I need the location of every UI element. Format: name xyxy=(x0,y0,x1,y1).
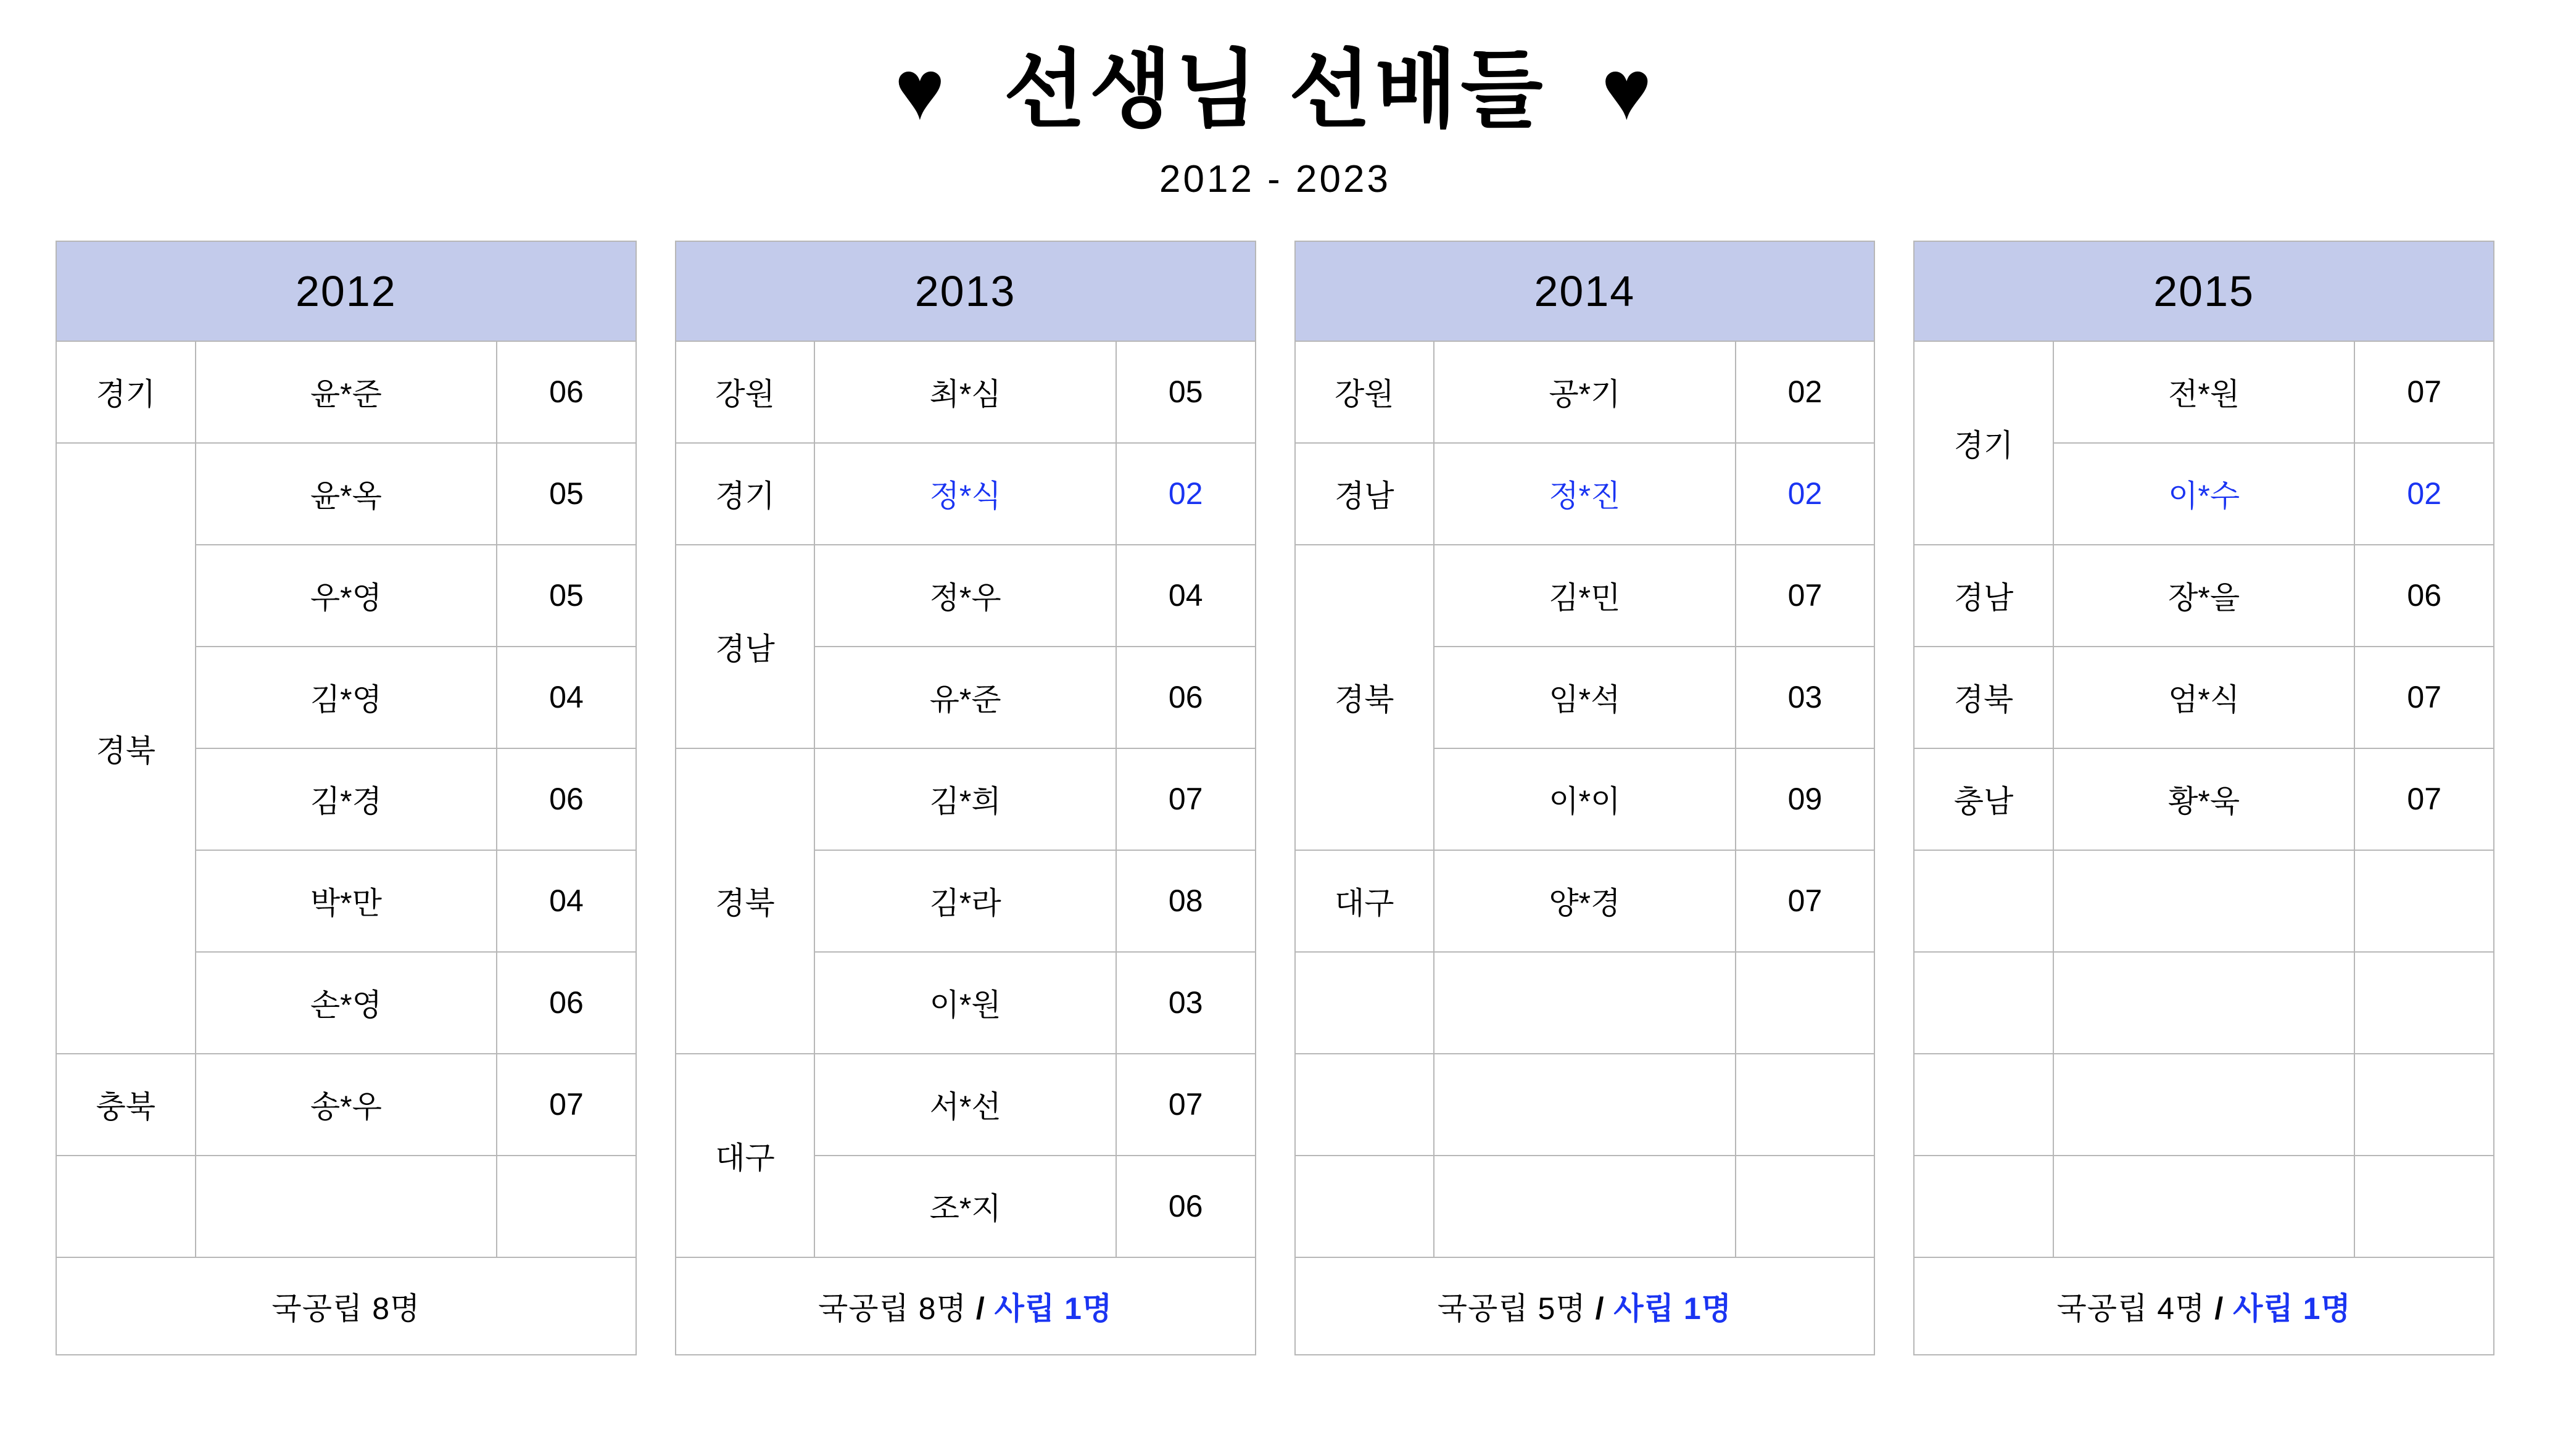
number-cell: 03 xyxy=(1116,952,1256,1054)
region-cell: 충남 xyxy=(1914,748,2053,850)
table-row xyxy=(1295,850,1875,952)
name-cell xyxy=(1434,1156,1736,1257)
number-cell: 04 xyxy=(497,647,636,748)
name-cell: 손*영 xyxy=(196,952,497,1054)
table-row xyxy=(56,341,636,443)
table-footer-row xyxy=(1914,1257,2494,1355)
name-cell: 송*우 xyxy=(196,1054,497,1156)
name-cell: 김*라 xyxy=(814,850,1116,952)
table-row xyxy=(676,1054,1256,1156)
number-cell: 07 xyxy=(497,1054,636,1156)
region-cell: 충북 xyxy=(56,1054,196,1156)
region-cell: 경북 xyxy=(56,443,196,1054)
name-cell: 김*영 xyxy=(196,647,497,748)
summary-separator: / xyxy=(2214,1291,2224,1326)
name-cell xyxy=(2053,952,2355,1054)
number-cell: 05 xyxy=(497,545,636,647)
number-cell xyxy=(497,1156,636,1257)
table-row xyxy=(56,1156,636,1257)
table-footer-row xyxy=(56,1257,636,1355)
name-cell: 전*원 xyxy=(2053,341,2355,443)
number-cell xyxy=(2354,1156,2494,1257)
table-row xyxy=(1914,1054,2494,1156)
name-cell: 윤*옥 xyxy=(196,443,497,545)
page-subtitle: 2012 - 2023 xyxy=(1159,157,1391,201)
region-cell xyxy=(1914,952,2053,1054)
table-row xyxy=(1914,341,2494,443)
name-cell xyxy=(2053,1054,2355,1156)
region-cell xyxy=(1914,1054,2053,1156)
region-cell xyxy=(1914,850,2053,952)
region-cell xyxy=(56,1156,196,1257)
region-cell: 경남 xyxy=(1914,545,2053,647)
name-cell xyxy=(1434,952,1736,1054)
region-cell: 경기 xyxy=(676,443,815,545)
number-cell: 04 xyxy=(1116,545,1256,647)
number-cell: 05 xyxy=(1116,341,1256,443)
name-cell xyxy=(196,1156,497,1257)
table-row xyxy=(676,545,1256,647)
name-cell: 유*준 xyxy=(814,647,1116,748)
year-tables-container xyxy=(56,241,2494,1355)
name-cell: 엄*식 xyxy=(2053,647,2355,748)
table-row xyxy=(56,443,636,545)
region-cell: 강원 xyxy=(1295,341,1434,443)
year-table-2014 xyxy=(1294,241,1876,1355)
number-cell xyxy=(1736,1156,1875,1257)
region-cell: 경남 xyxy=(676,545,815,748)
region-cell: 경남 xyxy=(1295,443,1434,545)
table-row xyxy=(1295,443,1875,545)
region-cell xyxy=(1295,1156,1434,1257)
region-cell: 대구 xyxy=(1295,850,1434,952)
public-count-label: 국공립 8명 xyxy=(818,1291,967,1326)
year-table-2013 xyxy=(675,241,1256,1355)
name-cell xyxy=(1434,1054,1736,1156)
table-footer-row xyxy=(1295,1257,1875,1355)
name-cell: 윤*준 xyxy=(196,341,497,443)
summary-separator: / xyxy=(975,1291,985,1326)
summary-cell xyxy=(1295,1257,1875,1355)
number-cell: 07 xyxy=(2354,341,2494,443)
summary-cell xyxy=(676,1257,1256,1355)
number-cell xyxy=(1736,1054,1875,1156)
name-cell: 정*진 xyxy=(1434,443,1736,545)
name-cell: 김*민 xyxy=(1434,545,1736,647)
number-cell: 04 xyxy=(497,850,636,952)
number-cell: 07 xyxy=(1116,1054,1256,1156)
name-cell: 장*을 xyxy=(2053,545,2355,647)
table-row xyxy=(1295,545,1875,647)
name-cell: 우*영 xyxy=(196,545,497,647)
table-row xyxy=(1295,952,1875,1054)
year-table-2012 xyxy=(56,241,637,1355)
number-cell: 06 xyxy=(1116,647,1256,748)
region-cell: 대구 xyxy=(676,1054,815,1257)
table-row xyxy=(1295,341,1875,443)
name-cell: 서*선 xyxy=(814,1054,1116,1156)
region-cell xyxy=(1295,1054,1434,1156)
page-title: ♥ 선생님 선배들 ♥ xyxy=(894,43,1656,138)
name-cell: 정*우 xyxy=(814,545,1116,647)
private-count-label: 사립 1명 xyxy=(1613,1291,1732,1326)
table-row xyxy=(676,748,1256,850)
private-count-label: 사립 1명 xyxy=(994,1291,1113,1326)
region-cell: 경북 xyxy=(1295,545,1434,850)
number-cell: 06 xyxy=(497,748,636,850)
number-cell xyxy=(1736,952,1875,1054)
year-table-2015 xyxy=(1913,241,2494,1355)
number-cell: 08 xyxy=(1116,850,1256,952)
number-cell: 02 xyxy=(2354,443,2494,545)
region-cell: 경기 xyxy=(1914,341,2053,545)
name-cell: 김*희 xyxy=(814,748,1116,850)
year-header: 2015 xyxy=(1914,241,2494,341)
table-row xyxy=(1295,1054,1875,1156)
name-cell: 박*만 xyxy=(196,850,497,952)
name-cell: 임*석 xyxy=(1434,647,1736,748)
name-cell: 양*경 xyxy=(1434,850,1736,952)
name-cell: 이*원 xyxy=(814,952,1116,1054)
region-cell: 강원 xyxy=(676,341,815,443)
table-row xyxy=(1914,952,2494,1054)
number-cell: 07 xyxy=(2354,647,2494,748)
private-count-label: 사립 1명 xyxy=(2233,1291,2351,1326)
table-row xyxy=(1914,748,2494,850)
name-cell: 이*수 xyxy=(2053,443,2355,545)
table-footer-row xyxy=(676,1257,1256,1355)
region-cell: 경북 xyxy=(676,748,815,1054)
number-cell: 02 xyxy=(1736,443,1875,545)
number-cell: 06 xyxy=(1116,1156,1256,1257)
public-count-label: 국공립 5명 xyxy=(1437,1291,1586,1326)
year-header: 2012 xyxy=(56,241,636,341)
number-cell: 07 xyxy=(2354,748,2494,850)
year-header: 2013 xyxy=(676,241,1256,341)
public-count-label: 국공립 8명 xyxy=(271,1291,421,1326)
table-row xyxy=(1914,1156,2494,1257)
region-cell xyxy=(1914,1156,2053,1257)
number-cell: 07 xyxy=(1736,545,1875,647)
table-row xyxy=(1914,850,2494,952)
table-row xyxy=(1914,647,2494,748)
name-cell: 황*욱 xyxy=(2053,748,2355,850)
table-row xyxy=(1295,1156,1875,1257)
name-cell: 조*지 xyxy=(814,1156,1116,1257)
table-row xyxy=(1914,545,2494,647)
number-cell: 09 xyxy=(1736,748,1875,850)
region-cell: 경북 xyxy=(1914,647,2053,748)
region-cell: 경기 xyxy=(56,341,196,443)
name-cell: 김*경 xyxy=(196,748,497,850)
number-cell: 06 xyxy=(497,341,636,443)
number-cell xyxy=(2354,850,2494,952)
name-cell xyxy=(2053,1156,2355,1257)
summary-cell xyxy=(56,1257,636,1355)
number-cell: 02 xyxy=(1736,341,1875,443)
table-row xyxy=(56,1054,636,1156)
name-cell xyxy=(2053,850,2355,952)
number-cell: 02 xyxy=(1116,443,1256,545)
number-cell: 07 xyxy=(1736,850,1875,952)
number-cell xyxy=(2354,1054,2494,1156)
summary-cell xyxy=(1914,1257,2494,1355)
name-cell: 이*이 xyxy=(1434,748,1736,850)
number-cell: 07 xyxy=(1116,748,1256,850)
table-row xyxy=(676,443,1256,545)
number-cell: 03 xyxy=(1736,647,1875,748)
public-count-label: 국공립 4명 xyxy=(2056,1291,2206,1326)
name-cell: 최*심 xyxy=(814,341,1116,443)
summary-separator: / xyxy=(1595,1291,1605,1326)
number-cell xyxy=(2354,952,2494,1054)
region-cell xyxy=(1295,952,1434,1054)
number-cell: 06 xyxy=(497,952,636,1054)
name-cell: 공*기 xyxy=(1434,341,1736,443)
number-cell: 06 xyxy=(2354,545,2494,647)
year-header: 2014 xyxy=(1295,241,1875,341)
name-cell: 정*식 xyxy=(814,443,1116,545)
table-row xyxy=(676,341,1256,443)
number-cell: 05 xyxy=(497,443,636,545)
